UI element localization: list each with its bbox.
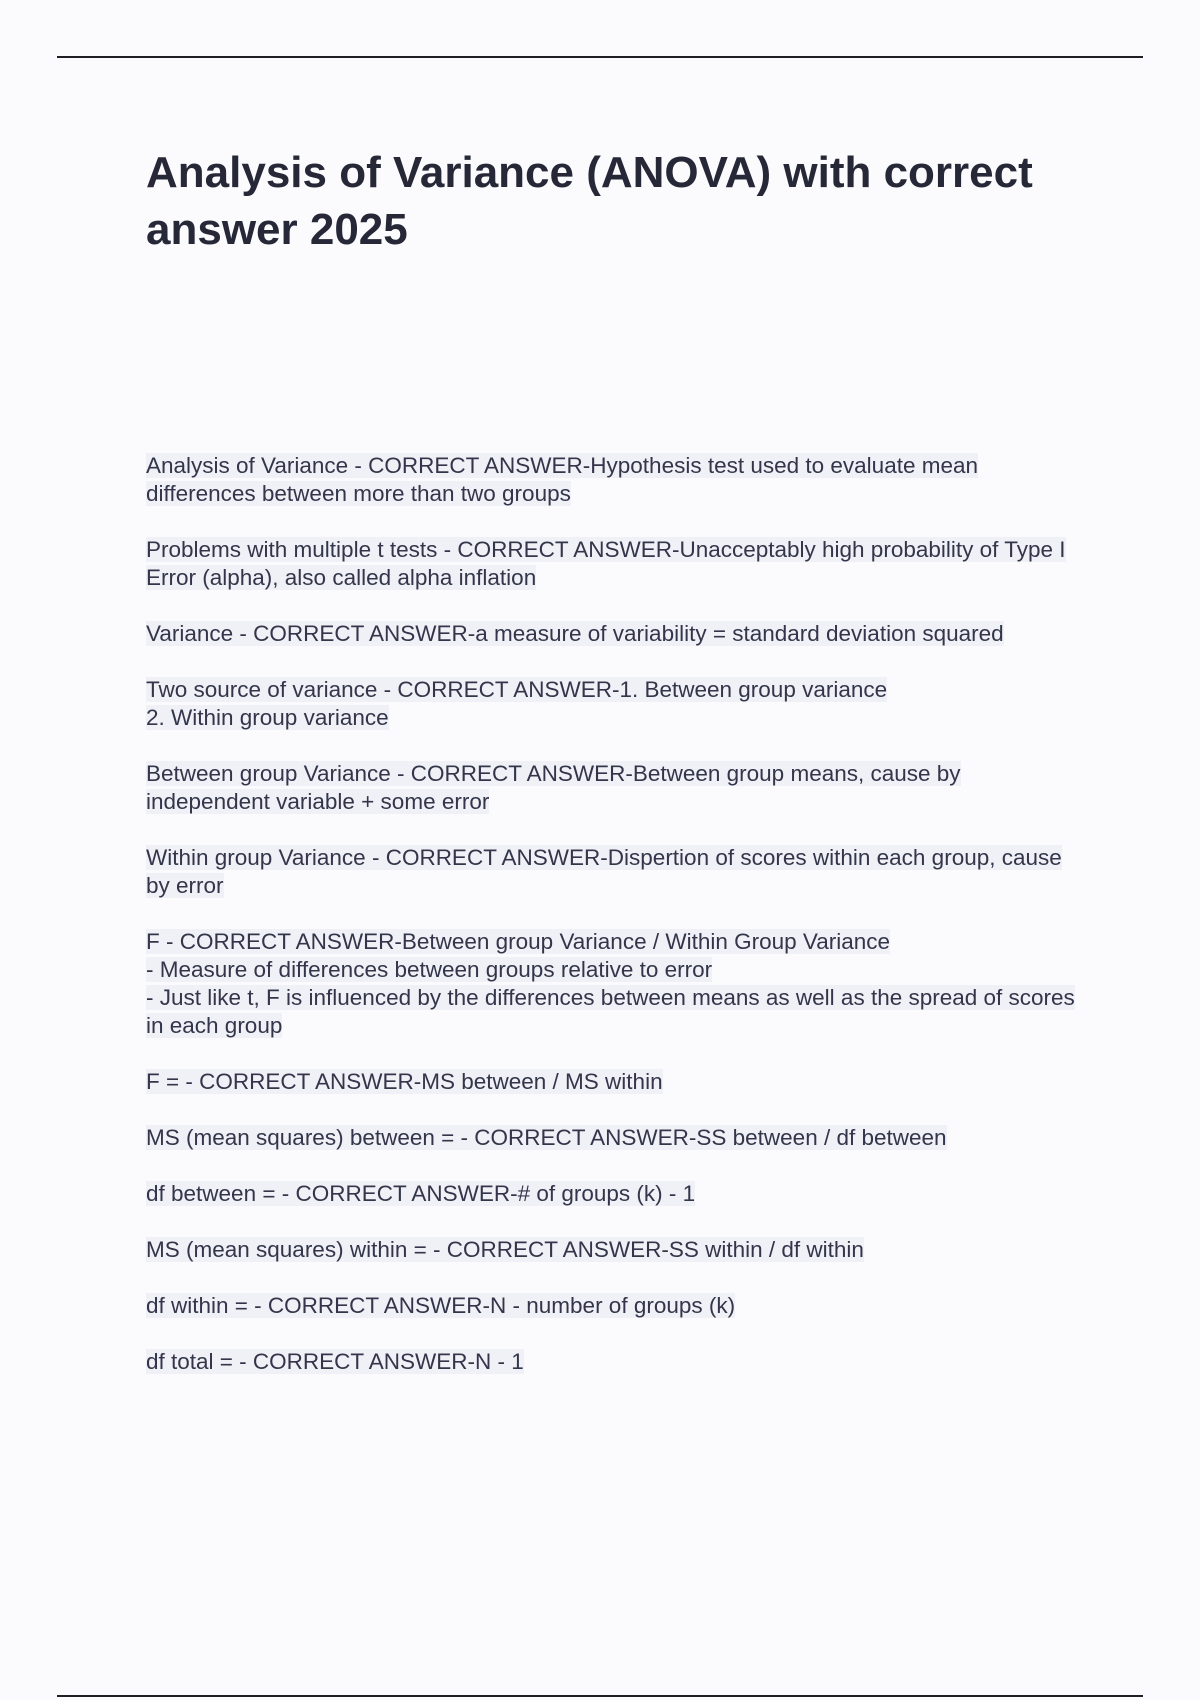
- qa-text: F = - CORRECT ANSWER-MS between / MS within: [146, 1069, 663, 1094]
- qa-text-continuation: 2. Within group variance: [146, 705, 389, 730]
- qa-text: Within group Variance - CORRECT ANSWER-Dispertion of scores within each group, cause by error: [146, 845, 1062, 898]
- page-title: Analysis of Variance (ANOVA) with correct answer 2025: [146, 148, 1033, 254]
- header-rule: [57, 56, 1143, 58]
- qa-text: df between = - CORRECT ANSWER-# of groups (k) - 1: [146, 1181, 696, 1206]
- qa-item: [146, 1124, 1086, 1152]
- qa-text: df within = - CORRECT ANSWER-N - number of groups (k): [146, 1293, 736, 1318]
- qa-text: Two source of variance - CORRECT ANSWER-1. Between group variance: [146, 677, 888, 702]
- qa-text: Between group Variance - CORRECT ANSWER-Between group means, cause by independent variable + some error: [146, 761, 961, 814]
- qa-item: [146, 760, 1086, 816]
- qa-text: MS (mean squares) between = - CORRECT ANSWER-SS between / df between: [146, 1125, 947, 1150]
- qa-item: [146, 1348, 1086, 1376]
- qa-list: [146, 452, 1086, 1404]
- qa-text: Analysis of Variance - CORRECT ANSWER-Hypothesis test used to evaluate mean differences between more than two groups: [146, 453, 979, 506]
- qa-item: [146, 1236, 1086, 1264]
- qa-text: MS (mean squares) within = - CORRECT ANSWER-SS within / df within: [146, 1237, 864, 1262]
- qa-item: [146, 1180, 1086, 1208]
- qa-item: [146, 844, 1086, 900]
- qa-text: df total = - CORRECT ANSWER-N - 1: [146, 1349, 524, 1374]
- qa-text: Variance - CORRECT ANSWER-a measure of variability = standard deviation squared: [146, 621, 1004, 646]
- qa-text: Problems with multiple t tests - CORRECT ANSWER-Unacceptably high probability of Type I Error (alpha), also called alpha inflation: [146, 537, 1066, 590]
- qa-item: [146, 620, 1086, 648]
- qa-text-continuation: - Measure of differences between groups relative to error: [146, 957, 713, 982]
- qa-text-continuation: - Just like t, F is influenced by the differences between means as well as the spread of scores in each group: [146, 985, 1075, 1038]
- footer-rule: [57, 1695, 1143, 1697]
- qa-text: F - CORRECT ANSWER-Between group Variance / Within Group Variance: [146, 929, 891, 954]
- qa-item: [146, 676, 1086, 732]
- qa-item: [146, 1068, 1086, 1096]
- qa-item: [146, 452, 1086, 508]
- qa-item: [146, 536, 1086, 592]
- qa-item: [146, 1292, 1086, 1320]
- qa-item: [146, 928, 1086, 1040]
